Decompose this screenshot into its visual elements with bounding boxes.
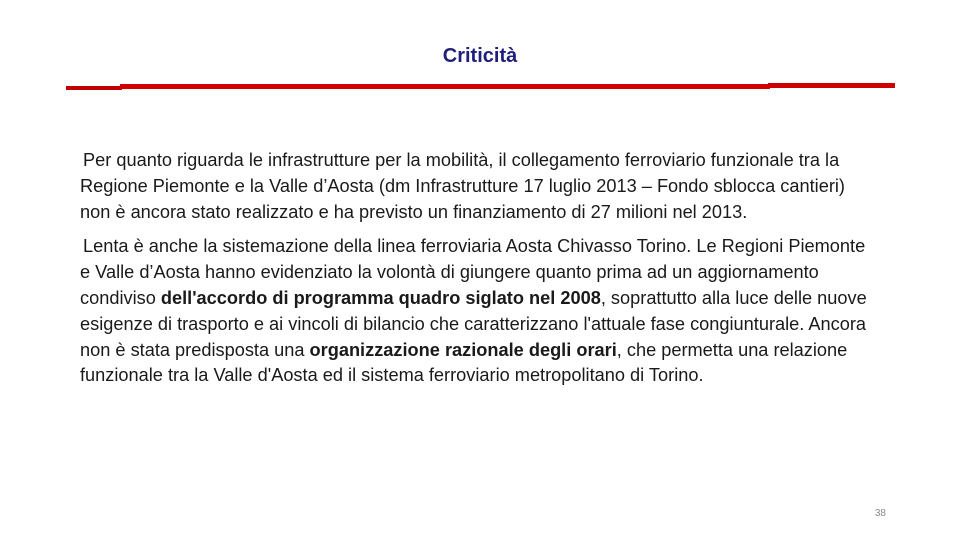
text-run: , che permetta una relazione funzionale tra la Valle d'Aosta ed il sistema ferroviario metropolitano di Torino. — [80, 339, 848, 386]
bold-text-run: dell'accordo di programma quadro siglato nel 2008 — [160, 287, 601, 308]
text-run: Lenta è anche la sistemazione della linea ferroviaria Aosta Chivasso Torino. Le Regioni Piemonte e Valle d’Aosta hanno evidenziato la volontà di giungere quanto prima ad un aggiornamento condiviso — [80, 236, 866, 308]
slide-body — [80, 148, 870, 389]
text-run: , soprattutto alla luce delle nuove esigenze di trasporto e ai vincoli di bilancio che caratterizzano l'attuale fase congiunturale. Ancora non è stata predisposta una — [80, 287, 867, 360]
page-number: 38 — [874, 508, 886, 519]
text-run: Per quanto riguarda le infrastrutture per la mobilità, il collegamento ferroviario funzionale tra la Regione Piemonte e la Valle d’Aosta (dm Infrastrutture 17 luglio 2013 – Fondo sblocca cantieri) non è ancora stato realizzato e ha previsto un finanziamento di 27 milioni nel 2013. — [80, 150, 845, 222]
paragraph-railway-line — [80, 234, 870, 389]
slide-title: Criticità — [442, 45, 518, 67]
title-underline-left — [66, 86, 122, 90]
title-underline-right — [768, 83, 895, 88]
bold-text-run: organizzazione razionale degli orari — [309, 339, 617, 360]
paragraph-infrastructure — [80, 148, 870, 225]
title-underline-main — [120, 84, 770, 89]
